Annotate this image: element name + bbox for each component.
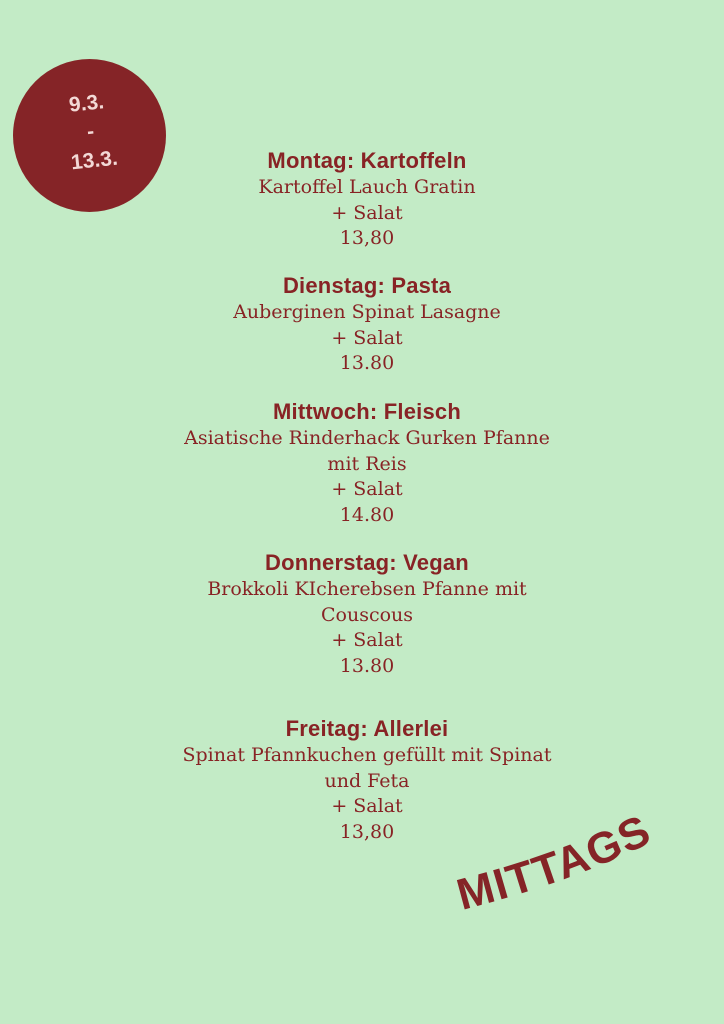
side-line: + Salat [331, 326, 403, 349]
dish-line: mit Reis [327, 452, 407, 475]
price-line: 13.80 [339, 654, 395, 677]
side-line: + Salat [331, 795, 403, 817]
dish-line: Brokkoli KIcherebsen Pfanne mit [207, 578, 527, 600]
menu-day-monday [0, 147, 724, 252]
day-title: Donnerstag: Vegan [265, 550, 469, 575]
dish-line: und Feta [324, 769, 410, 792]
dish-line: Kartoffel Lauch Gratin [258, 176, 476, 198]
menu-day-tuesday [0, 272, 724, 377]
date-end: 13.3. [69, 146, 119, 175]
date-separator: - [85, 119, 96, 144]
side-line: + Salat [331, 629, 403, 651]
day-title: Mittwoch: Fleisch [273, 399, 461, 424]
dish-line: Asiatische Rinderhack Gurken Pfanne [184, 427, 550, 449]
dish-line: Auberginen Spinat Lasagne [233, 301, 501, 323]
mittags-stamp [452, 800, 702, 920]
day-title: Dienstag: Pasta [282, 273, 452, 298]
menu-day-wednesday [0, 398, 724, 528]
svg-text:MITTAGS [452, 805, 659, 919]
dish-line: Couscous [320, 603, 414, 626]
day-title: Freitag: Allerlei [285, 716, 449, 741]
price-line: 14.80 [339, 503, 395, 526]
dish-line: Spinat Pfannkuchen gefüllt mit Spinat [182, 744, 552, 766]
price-line: 13,80 [339, 227, 395, 249]
menu-day-thursday [0, 549, 724, 679]
day-title: Montag: Kartoffeln [267, 148, 467, 173]
date-start: 9.3. [67, 90, 106, 117]
price-line: 13,80 [339, 820, 395, 843]
side-line: + Salat [331, 201, 403, 224]
side-line: + Salat [331, 478, 403, 500]
price-line: 13.80 [339, 352, 395, 374]
mittags-text: MITTAGS [452, 805, 659, 920]
